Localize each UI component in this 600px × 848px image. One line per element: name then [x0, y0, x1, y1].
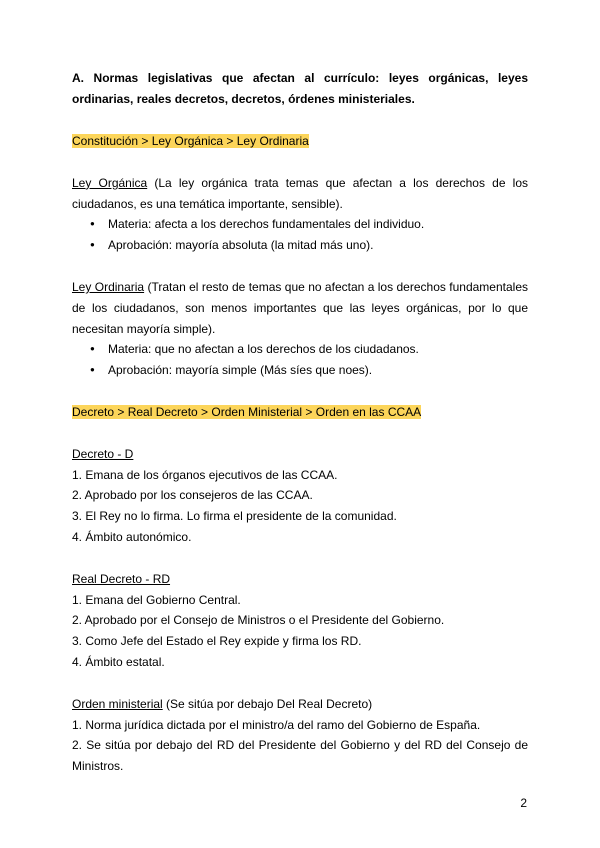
list-item: 2. Se sitúa por debajo del RD del Presidente del Gobierno y del RD del Consejo de Ministros. — [72, 738, 528, 774]
ley-organica-list — [72, 214, 528, 256]
list-item: 1. Norma jurídica dictada por el ministro/a del ramo del Gobierno de España. — [72, 717, 481, 732]
real-decreto-heading — [72, 569, 528, 590]
list-item: ● Aprobación: mayoría simple (Más síes que noes). — [72, 360, 528, 381]
list-item: ● Materia: que no afectan a los derechos de los ciudadanos. — [72, 339, 528, 360]
ley-ordinaria-desc: (Tratan el resto de temas que no afectan a los derechos fundamentales de los ciudadanos, son menos importantes que las leyes orgánicas, por lo que necesitan mayoría simple). — [72, 279, 528, 336]
term-ley-organica: Ley Orgánica — [72, 175, 148, 190]
term-decreto: Decreto - D — [72, 446, 134, 461]
ley-organica-desc: (La ley orgánica trata temas que afectan a los derechos de los ciudadanos, es una temática importante, sensible). — [72, 175, 528, 211]
highlighted-text: Constitución > Ley Orgánica > Ley Ordinaria — [72, 134, 309, 148]
list-item: 2. Aprobado por los consejeros de las CCAA. — [72, 488, 313, 503]
ley-ordinaria-list — [72, 339, 528, 381]
page-number: 2 — [520, 796, 527, 810]
highlighted-text: Decreto > Real Decreto > Orden Ministerial > Orden en las CCAA — [72, 404, 422, 419]
term-ley-ordinaria: Ley Ordinaria — [72, 279, 145, 294]
ley-ordinaria-paragraph — [72, 277, 528, 339]
orden-ministerial-desc: (Se sitúa por debajo Del Real Decreto) — [162, 696, 373, 711]
list-item: 3. El Rey no lo firma. Lo firma el presidente de la comunidad. — [72, 509, 397, 524]
list-item: ● Aprobación: mayoría absoluta (la mitad más uno). — [72, 235, 528, 256]
hierarchy-laws — [72, 131, 528, 152]
document-page — [72, 68, 528, 777]
orden-ministerial-heading — [72, 694, 528, 715]
section-title: A. Normas legislativas que afectan al currículo: leyes orgánicas, leyes ordinarias, reales decretos, decretos, órdenes ministeriales. — [72, 71, 528, 106]
list-item: ● Materia: afecta a los derechos fundamentales del individuo. — [72, 214, 528, 235]
list-item: 1. Emana del Gobierno Central. — [72, 592, 241, 607]
decreto-heading — [72, 444, 528, 465]
hierarchy-decrees — [72, 402, 528, 423]
list-item: 2. Aprobado por el Consejo de Ministros o el Presidente del Gobierno. — [72, 613, 445, 628]
list-item: 1. Emana de los órganos ejecutivos de las CCAA. — [72, 467, 338, 482]
list-item: 3. Como Jefe del Estado el Rey expide y firma los RD. — [72, 634, 362, 649]
list-item: 4. Ámbito autonómico. — [72, 529, 192, 544]
ley-organica-paragraph — [72, 173, 528, 215]
list-item: 4. Ámbito estatal. — [72, 654, 165, 669]
term-orden-ministerial: Orden ministerial — [72, 696, 163, 711]
term-real-decreto: Real Decreto - RD — [72, 571, 171, 586]
